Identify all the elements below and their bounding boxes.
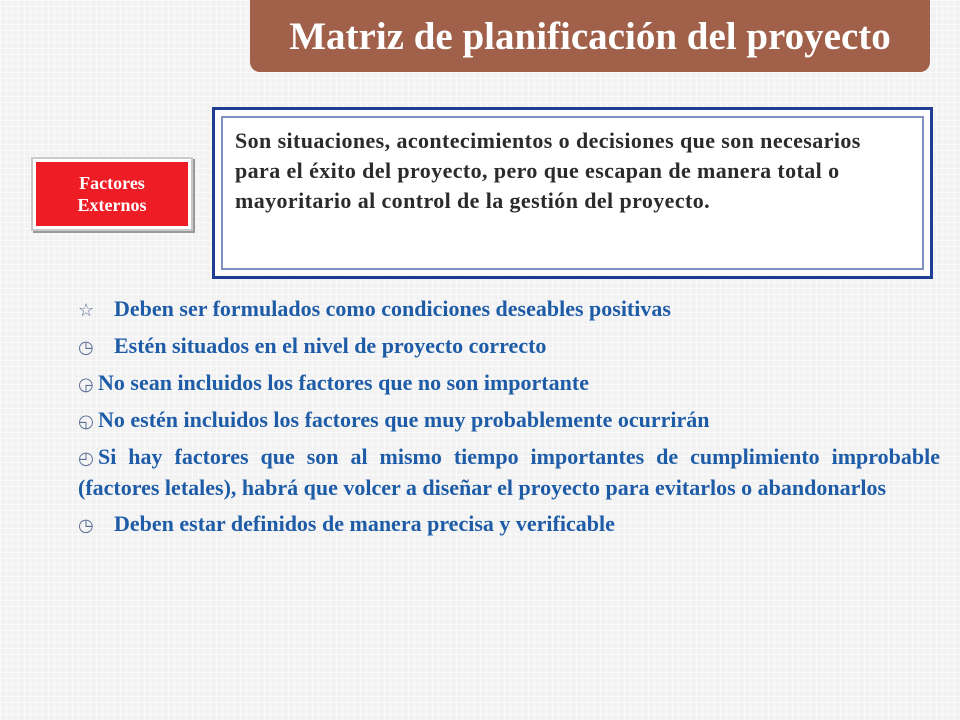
- bullet-list: [78, 294, 940, 546]
- definition-box: [212, 107, 933, 279]
- factor-label-line1: Factores: [79, 173, 145, 193]
- clock-icon: ◷: [78, 337, 94, 357]
- bullet-text: No sean incluidos los factores que no son importante: [98, 370, 589, 395]
- bullet-text: Deben ser formulados como condiciones deseables positivas: [114, 296, 671, 321]
- factor-label-line2: Externos: [77, 195, 147, 215]
- page-title: Matriz de planificación del proyecto: [289, 15, 891, 58]
- clock-icon: ◷: [78, 515, 94, 535]
- bullet-text: Deben estar definidos de manera precisa y verificable: [114, 511, 615, 536]
- factores-externos-tab: [31, 157, 193, 231]
- list-item: [78, 294, 940, 325]
- bullet-text: Si hay factores que son al mismo tiempo importantes de cumplimiento improbable (factores letales), habrá que volcer a diseñar el proyecto para evitarlos o abandonarlos: [78, 444, 940, 500]
- list-item: [78, 509, 940, 540]
- bullet-text: No estén incluidos los factores que muy probablemente ocurrirán: [98, 407, 710, 432]
- bullet-text: Estén situados en el nivel de proyecto correcto: [114, 333, 547, 358]
- definition-inner-frame: [221, 116, 924, 270]
- clock-icon: ◶: [78, 374, 94, 394]
- clock-icon: ◴: [78, 448, 94, 468]
- list-item: [78, 331, 940, 362]
- definition-text: Son situaciones, acontecimientos o decisiones que son necesarios para el éxito del proyecto, pero que escapan de manera total o mayoritario al control de la gestión del proyecto.: [235, 128, 861, 213]
- list-item: [78, 368, 940, 399]
- star-icon: ☆: [78, 300, 95, 320]
- factores-externos-label: [36, 162, 188, 226]
- list-item: [78, 405, 940, 436]
- title-banner: [250, 0, 930, 72]
- list-item: [78, 442, 940, 503]
- clock-icon: ◵: [78, 411, 94, 431]
